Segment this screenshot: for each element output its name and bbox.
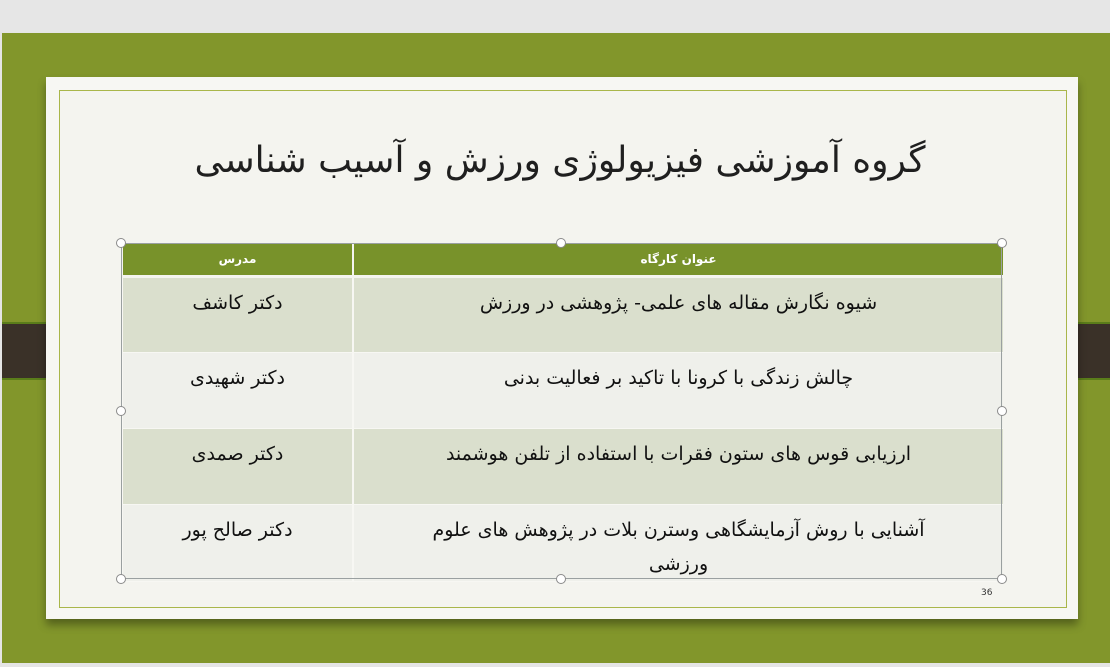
slide-title[interactable]: گروه آموزشی فیزیولوژی ورزش و آسیب شناسی (194, 140, 926, 181)
workshop-cell[interactable]: چالش زندگی با کرونا با تاکید بر فعالیت بدنی (353, 352, 1003, 428)
window-top-strip (0, 0, 1110, 32)
resize-handle-bottom-right[interactable] (997, 574, 1007, 584)
workshop-cell[interactable]: شیوه نگارش مقاله های علمی- پژوهشی در ورزش (353, 276, 1003, 352)
resize-handle-bottom-middle[interactable] (556, 574, 566, 584)
header-instructor[interactable]: مدرس (122, 243, 353, 276)
workshop-cell[interactable]: آشنایی با روش آزمایشگاهی وسترن بلات در پژوهش های علوم ورزشی (353, 504, 1003, 581)
instructor-cell[interactable]: دکتر صالح پور (122, 504, 353, 581)
instructor-cell[interactable]: دکتر شهیدی (122, 352, 353, 428)
resize-handle-middle-left[interactable] (116, 406, 126, 416)
header-workshop-title[interactable]: عنوان کارگاه (353, 243, 1003, 276)
resize-handle-top-middle[interactable] (556, 238, 566, 248)
instructor-cell[interactable]: دکتر کاشف (122, 276, 353, 352)
workshop-cell[interactable]: ارزیابی قوس های ستون فقرات با استفاده از تلفن هوشمند (353, 428, 1003, 504)
slide-page-number: 36 (981, 588, 993, 598)
table-selection-frame (121, 243, 1002, 579)
instructor-cell[interactable]: دکتر صمدی (122, 428, 353, 504)
resize-handle-middle-right[interactable] (997, 406, 1007, 416)
resize-handle-bottom-left[interactable] (116, 574, 126, 584)
resize-handle-top-left[interactable] (116, 238, 126, 248)
resize-handle-top-right[interactable] (997, 238, 1007, 248)
